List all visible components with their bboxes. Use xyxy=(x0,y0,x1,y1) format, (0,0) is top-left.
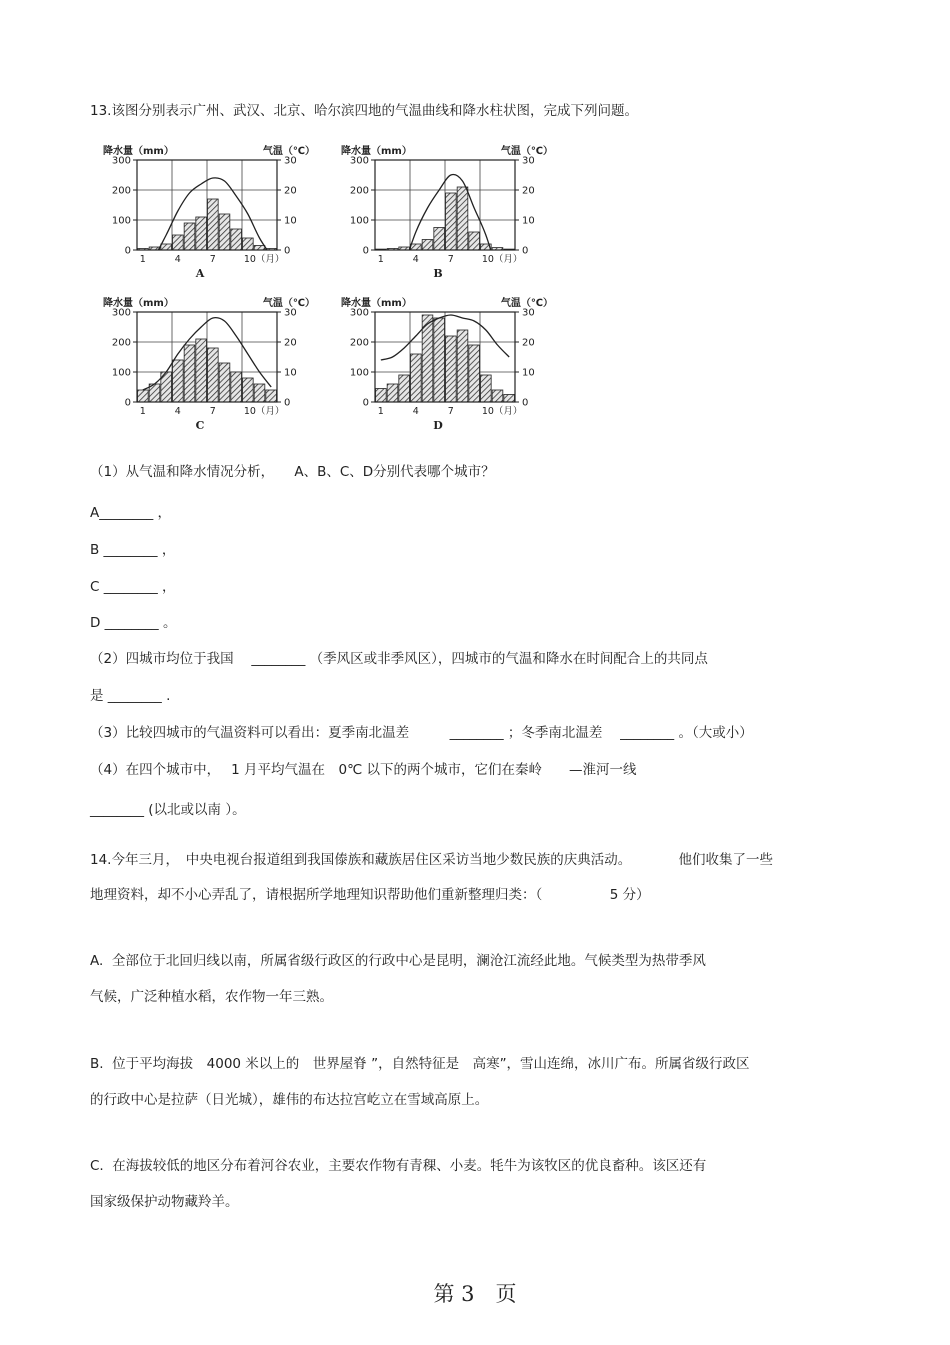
precip-bar xyxy=(196,339,207,402)
precip-axis-title: 降水量（mm） xyxy=(103,146,174,157)
precip-tick-label: 100 xyxy=(111,367,131,379)
temp-axis-title: 气温（℃） xyxy=(262,146,315,157)
month-tick-label: 4 xyxy=(412,254,419,265)
temp-tick-label: 0 xyxy=(284,245,291,257)
precip-bar xyxy=(422,240,433,251)
precip-bar xyxy=(411,244,422,250)
precip-tick-label: 200 xyxy=(349,185,369,197)
precip-axis-title: 降水量（mm） xyxy=(103,298,174,309)
chart-svg xyxy=(95,292,325,440)
q13-part1: （1）从气温和降水情况分析， A、B、C、D分别代表哪个城市？ xyxy=(90,464,495,480)
precip-bar xyxy=(161,244,172,250)
temp-tick-label: 20 xyxy=(522,337,535,349)
precip-tick-label: 300 xyxy=(111,307,131,319)
precip-bar xyxy=(266,390,277,402)
chart-letter: A xyxy=(195,267,205,280)
precip-tick-label: 100 xyxy=(111,215,131,227)
precip-bar xyxy=(446,336,457,402)
precip-tick-label: 300 xyxy=(349,155,369,167)
temp-tick-label: 20 xyxy=(284,337,297,349)
precip-tick-label: 100 xyxy=(349,215,369,227)
q14-c-line2: 国家级保护动物藏羚羊。 xyxy=(90,1194,239,1210)
month-tick-label: 1 xyxy=(139,254,146,265)
precip-bar xyxy=(219,214,230,250)
temp-tick-label: 10 xyxy=(522,215,535,227)
month-tick-label: 10（月） xyxy=(243,254,285,265)
temp-tick-label: 0 xyxy=(522,397,529,409)
precip-axis-title: 降水量（mm） xyxy=(341,298,412,309)
chart-b xyxy=(333,140,563,288)
precip-tick-label: 200 xyxy=(111,337,131,349)
month-tick-label: 10（月） xyxy=(243,406,285,417)
month-tick-label: 7 xyxy=(209,406,216,417)
answer-c: C ________ ， xyxy=(90,579,176,595)
month-tick-label: 4 xyxy=(174,406,181,417)
precip-bar xyxy=(254,246,265,251)
q14-b-line2: 的行政中心是拉萨（日光城），雄伟的布达拉宫屹立在雪域高原上。 xyxy=(90,1092,489,1108)
answer-d: D ________ 。 xyxy=(90,615,177,631)
precip-bar xyxy=(219,363,230,402)
precip-bar xyxy=(457,187,468,250)
q13-part3: （3）比较四城市的气温资料可以看出：夏季南北温差 ________ ；冬季南北温差 ________ 。（大或小） xyxy=(90,725,753,741)
precip-bar xyxy=(138,390,149,402)
precip-tick-label: 300 xyxy=(111,155,131,167)
precip-tick-label: 200 xyxy=(349,337,369,349)
precip-bar xyxy=(504,395,515,403)
month-tick-label: 7 xyxy=(447,254,454,265)
q14-line1: 14.今年三月， 中央电视台报道组到我国傣族和藏族居住区采访当地少数民族的庆典活动。 他们收集了一些 xyxy=(90,852,773,868)
q13-part2: （2）四城市均位于我国 ________ （季风区或非季风区），四城市的气温和降水在时间配合上的共同点 xyxy=(90,651,708,667)
chart-svg xyxy=(95,140,325,288)
q14-a-line1: A. 全部位于北回归线以南，所属省级行政区的行政中心是昆明，澜沧江流经此地。气候类型为热带季风 xyxy=(90,953,706,969)
temp-tick-label: 20 xyxy=(522,185,535,197)
temp-axis-title: 气温（℃） xyxy=(500,298,553,309)
temp-tick-label: 30 xyxy=(284,155,297,167)
precip-bar xyxy=(254,384,265,402)
precip-tick-label: 200 xyxy=(111,185,131,197)
temp-tick-label: 30 xyxy=(284,307,297,319)
chart-d xyxy=(333,292,563,440)
precip-tick-label: 0 xyxy=(124,245,131,257)
temp-tick-label: 20 xyxy=(284,185,297,197)
precip-bar xyxy=(469,232,480,250)
chart-letter: C xyxy=(195,419,205,432)
precip-bar xyxy=(243,238,254,250)
precip-bar xyxy=(231,372,242,402)
precip-bar xyxy=(231,229,242,250)
chart-c xyxy=(95,292,325,440)
precip-bar xyxy=(434,228,445,251)
precip-bar xyxy=(243,378,254,402)
precip-tick-label: 0 xyxy=(124,397,131,409)
answer-a: A________ ， xyxy=(90,505,172,521)
precip-tick-label: 100 xyxy=(349,367,369,379)
precip-bar xyxy=(492,390,503,402)
precip-tick-label: 0 xyxy=(362,397,369,409)
chart-svg xyxy=(333,140,563,288)
precip-bar xyxy=(196,217,207,250)
q14-b-line1: B. 位于平均海拔 4000 米以上的 世界屋脊 ”，自然特征是 高寒”，雪山连绵，冰川广布。所属省级行政区 xyxy=(90,1056,750,1072)
precip-bar xyxy=(411,354,422,402)
chart-a xyxy=(95,140,325,288)
precip-bar xyxy=(387,384,398,402)
month-tick-label: 1 xyxy=(377,254,384,265)
precip-bar xyxy=(399,375,410,402)
temp-tick-label: 10 xyxy=(284,215,297,227)
precip-bar xyxy=(184,223,195,250)
temp-tick-label: 30 xyxy=(522,155,535,167)
month-tick-label: 4 xyxy=(412,406,419,417)
chart-letter: D xyxy=(433,419,443,432)
temp-axis-title: 气温（℃） xyxy=(500,146,553,157)
precip-bar xyxy=(208,348,219,402)
page-number: 第 3 页 xyxy=(433,1282,517,1306)
precip-bar xyxy=(434,318,445,402)
q13-title: 13.该图分别表示广州、武汉、北京、哈尔滨四地的气温曲线和降水柱状图，完成下列问题。 xyxy=(90,103,638,119)
precip-bar xyxy=(446,193,457,250)
temp-tick-label: 30 xyxy=(522,307,535,319)
month-tick-label: 4 xyxy=(174,254,181,265)
precip-bar xyxy=(173,235,184,250)
precip-axis-title: 降水量（mm） xyxy=(341,146,412,157)
month-tick-label: 7 xyxy=(209,254,216,265)
precip-bar xyxy=(469,345,480,402)
month-tick-label: 10（月） xyxy=(481,406,523,417)
month-tick-label: 1 xyxy=(139,406,146,417)
temp-tick-label: 10 xyxy=(284,367,297,379)
answer-b: B ________ ， xyxy=(90,542,176,558)
precip-bar xyxy=(173,360,184,402)
precip-tick-label: 300 xyxy=(349,307,369,319)
month-tick-label: 10（月） xyxy=(481,254,523,265)
climate-charts xyxy=(95,140,565,445)
q13-part4: （4）在四个城市中， 1 月平均气温在 0℃ 以下的两个城市，它们在秦岭 —淮河一线 xyxy=(90,762,637,778)
precip-bar xyxy=(208,199,219,250)
temp-axis-title: 气温（℃） xyxy=(262,298,315,309)
precip-tick-label: 0 xyxy=(362,245,369,257)
precip-bar xyxy=(184,345,195,402)
temp-tick-label: 10 xyxy=(522,367,535,379)
precip-bar xyxy=(376,389,387,403)
q14-a-line2: 气候，广泛种植水稻，农作物一年三熟。 xyxy=(90,989,333,1005)
q13-part4-cont: ________ (以北或以南 ）。 xyxy=(90,802,246,818)
q14-line2: 地理资料，却不小心弄乱了，请根据所学地理知识帮助他们重新整理归类：（ 5 分） xyxy=(90,887,650,903)
temp-tick-label: 0 xyxy=(284,397,291,409)
precip-bar xyxy=(481,375,492,402)
q13-part2-cont: 是 ________ . xyxy=(90,688,171,704)
chart-svg xyxy=(333,292,563,440)
temp-tick-label: 0 xyxy=(522,245,529,257)
month-tick-label: 7 xyxy=(447,406,454,417)
precip-bar xyxy=(457,330,468,402)
q14-c-line1: C. 在海拔较低的地区分布着河谷农业，主要农作物有青稞、小麦。牦牛为该牧区的优良畜种。该区还有 xyxy=(90,1158,707,1174)
month-tick-label: 1 xyxy=(377,406,384,417)
chart-letter: B xyxy=(433,267,443,280)
